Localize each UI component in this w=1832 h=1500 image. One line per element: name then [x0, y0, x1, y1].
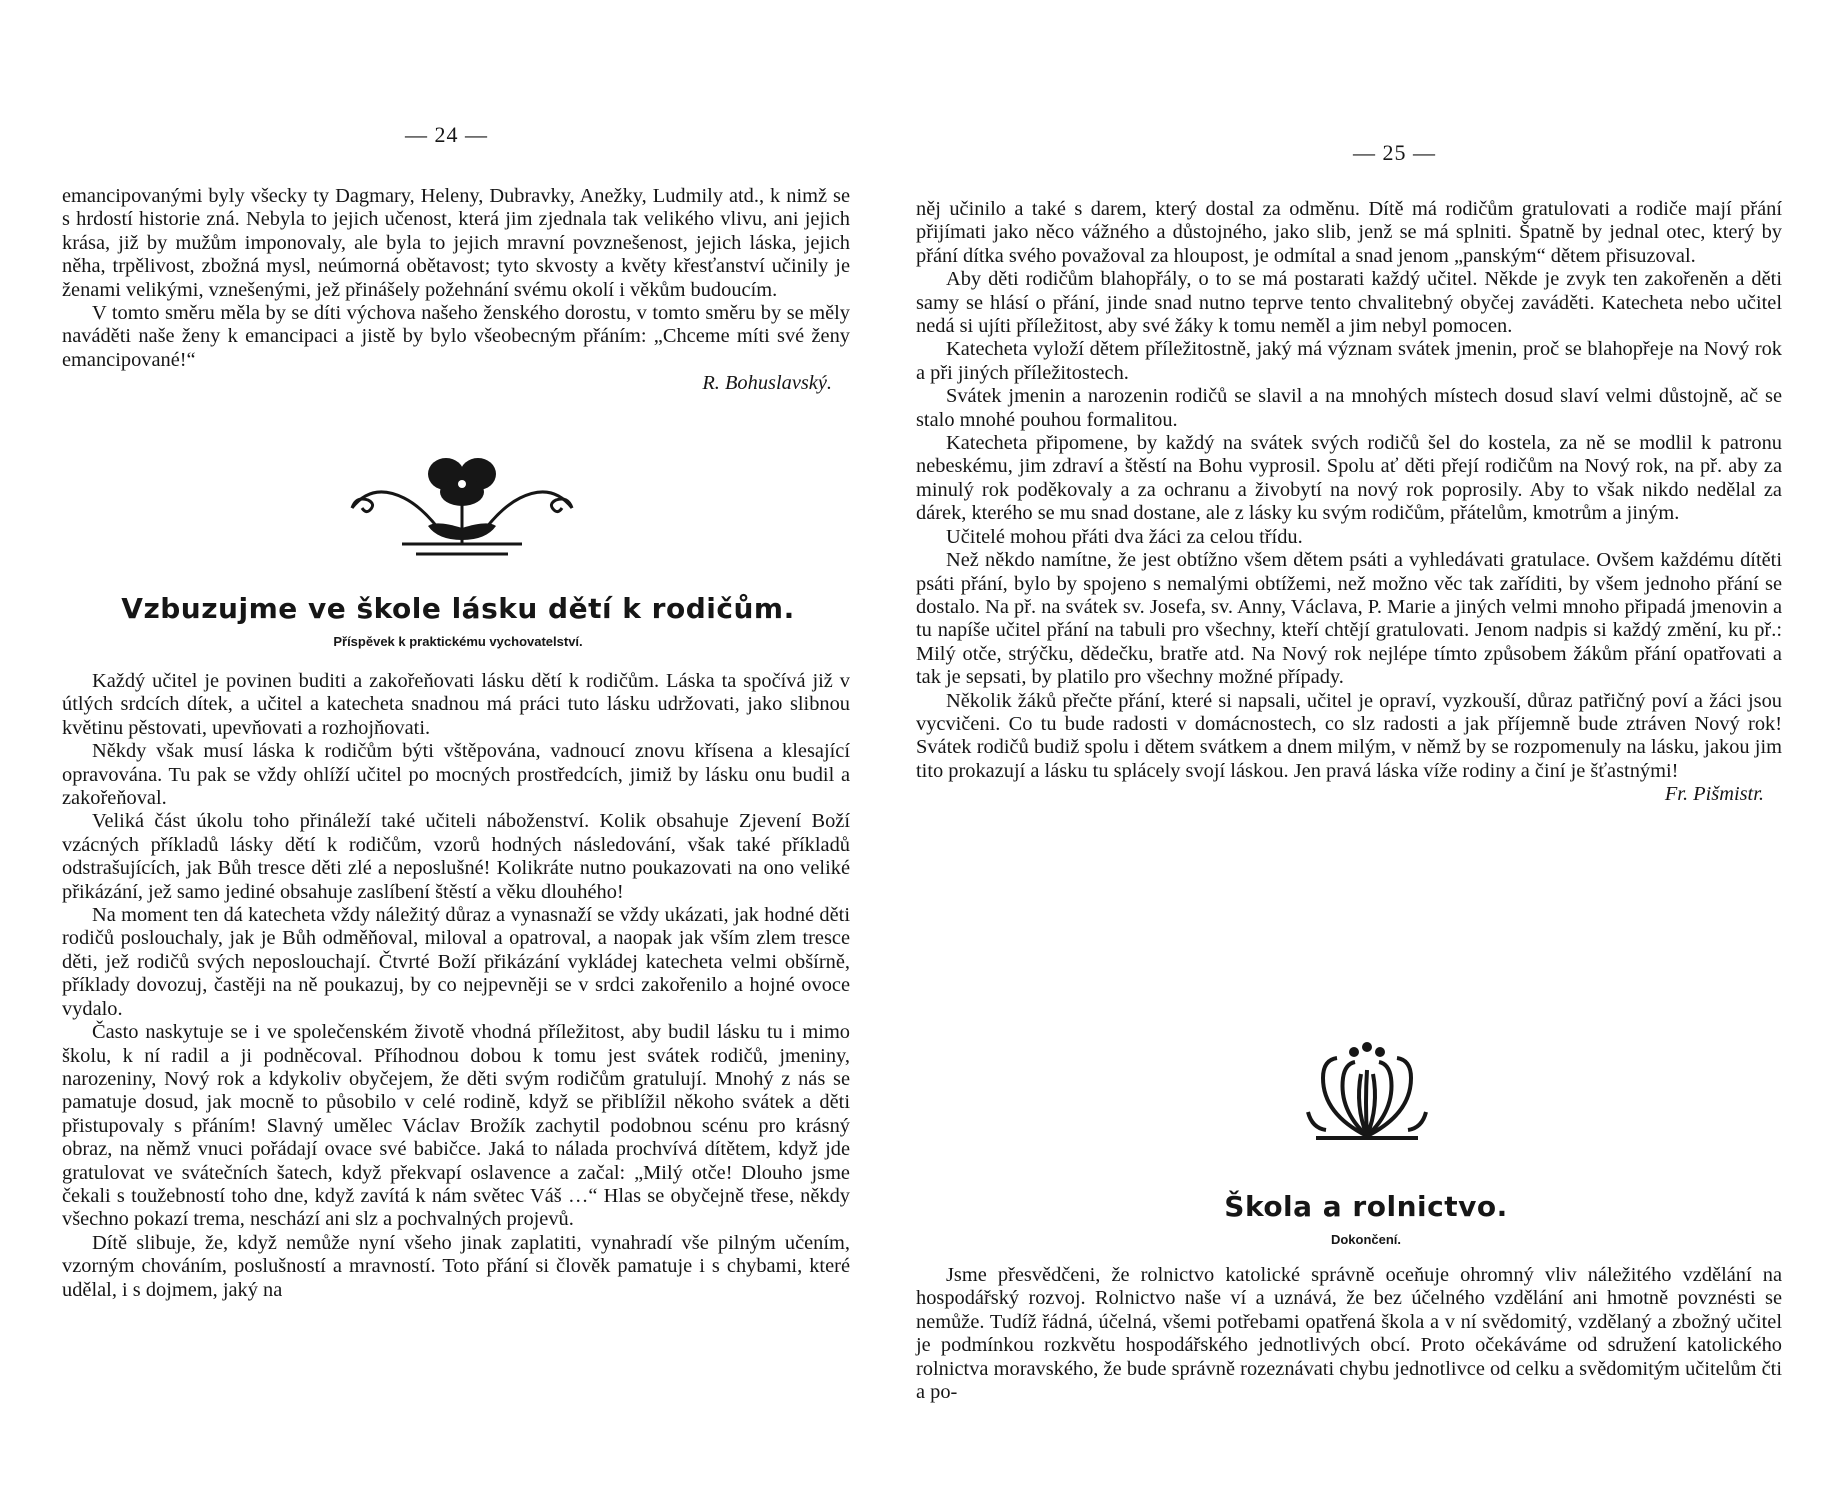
pansy-flower-ornament [342, 448, 582, 560]
article-paragraph: Veliká část úkolu toho přináleží také učiteli náboženství. Kolik obsahuje Zjevení Boží vzácných příkladů lásky dětí k rodičům, vzorů hodných následování, však také příkladů odstrašujících, jak Bůh tresce děti zlé a neposlušné! Kolikráte nutno poukazovati na ono veliké přikázání, jež samo jediné obsahuje zaslíbení štěstí a věku dlouhého! [62, 810, 850, 903]
article-paragraph: Jsme přesvědčeni, že rolnictvo katolické správně oceňuje ohromný vliv náležitého vzdělání na hospodářský rozvoj. Rolnictvo naše ví a uznává, že bez účelného vzdělání ani hmotně povznésti se nemůže. Tudíž řádná, účelná, všemi potřebami opatřená škola a v ní svědomitý, vzdělaný a zbožný učitel je podmínkou rozkvětu hospodářského jednotlivých obcí. Proto očekáváme od sdružení katolického rolnictva moravského, že bude správně rozeznávati chybu jednotlivce od celku a svědomitým učitelům čti a po- [916, 1264, 1782, 1404]
intro-text-block [62, 185, 850, 396]
intro-paragraph-1: emancipovanými byly všecky ty Dagmary, Heleny, Dubravky, Anežky, Ludmily atd., k nimž se s hrdostí historie zná. Nebyla to jejich učenost, která jim zjednala tak velikého vlivu, ani jejich krása, již by mužům imponovaly, ale byla to jejich mravní povznešenost, jejich láska, jejich něha, trpělivost, zbožná mysl, neúmorná obětavost; tyto skvosty a květy křesťanství učinily je ženami velikými, vznešenými, jež přinášely požehnání svému okolí i věkům budoucím. [62, 185, 850, 301]
article-title-right: Škola a rolnictvo. [1224, 1190, 1508, 1223]
continued-paragraph: něj učinilo a také s darem, který dostal za odměnu. Dítě má rodičům gratulovati a rodiče mají přání přijímati jako něco vážného a důstojného, jako slib, jenž se má splniti. Špatně by jednal otec, který by přání dítka svého považoval za hloupost, je odmítal a snad jenom „panským“ dětem přisuzoval. [916, 198, 1782, 267]
article-paragraph: Každý učitel je povinen buditi a zakořeňovati lásku dětí k rodičům. Láska ta spočívá již v útlých srdcích dítek, a učitel a katecheta snadnou má práci tuto lásku udržovati, jako slibnou květinu pěstovati, upevňovati a rozhojňovati. [62, 670, 850, 739]
palmette-fan-ornament [1302, 1040, 1432, 1144]
continued-paragraph: Svátek jmenin a narozenin rodičů se slavil a na mnohých místech dosud slaví velmi důstojně, ač se stalo mnohé pouhou formalitou. [916, 385, 1782, 431]
article-signature-right: Fr. Pišmistr. [1664, 783, 1764, 806]
article-subtitle-right: Dokončení. [1330, 1232, 1402, 1247]
article-paragraph: Na moment ten dá katecheta vždy náležitý důraz a vynasnaží se vždy ukázati, jak hodné děti rodičů poslouchaly, jak je Bůh odměňoval, miloval a opatroval, a naopak jak vším zlem tresce děti, jež rodičů svých neposlouchají. Čtvrté Boží přikázání vykládej katecheta velmi obšírně, příklady dovozuj, častěji na ně poukazuj, by co nejpevněji se v srdci zakořenilo a hojné ovoce vydalo. [62, 904, 850, 1020]
article-text-left [62, 670, 850, 1302]
intro-paragraph-2: V tomto směru měla by se díti výchova našeho ženského dorostu, v tomto směru by se měly naváděti naše ženy k emancipaci a jistě by bylo všeobecným přáním: „Chceme míti své ženy emancipované!“ [62, 302, 850, 371]
continued-text-block [916, 198, 1782, 807]
page-number-right: — 25 — [1353, 140, 1436, 165]
article-paragraph: Dítě slibuje, že, když nemůže nyní všeho jinak zaplatiti, vynahradí vše pilným učením, vzorným chováním, poslušností a mravností. Toto přání si člověk pamatuje i s chybami, které udělal, i s dojmem, jaký na [62, 1231, 850, 1301]
article-paragraph: Někdy však musí láska k rodičům býti vštěpována, vadnoucí znovu křísena a klesající opravována. Tu pak se vždy ohlíží učitel po mocných prostředcích, jimiž by lásku onu budil a zakořeňoval. [62, 740, 850, 810]
page-number-left: — 24 — [405, 122, 488, 147]
continued-paragraph: Katecheta připomene, by každý na svátek svých rodičů šel do kostela, za ně se modlil k patronu nebeskému, jim zdraví a štěstí na Bohu vyprosil. Spolu ať děti přejí rodičům na Nový rok, na př. aby za minulý rok poděkovaly a za ochranu a živobytí na nový rok poprosily. Aby to však nikdo nedělal za dárek, kterého se mu snad dostane, ale z lásky ku svým rodičům, přátelům, kmotrům a jiným. [916, 432, 1782, 525]
intro-signature: R. Bohuslavský. [702, 372, 832, 395]
article-subtitle-left: Příspěvek k praktickému vychovatelství. [333, 634, 583, 649]
continued-paragraph: Aby děti rodičům blahopřály, o to se má postarati každý učitel. Někde je zvyk ten zakořeněn a děti samy se hlásí o přání, jinde snad nutno teprve tento chvalitebný obyčej zaváděti. Katecheta nebo učitel nedá si ujíti příležitost, aby své žáky k tomu neměl a jim nebyl pomocen. [916, 268, 1782, 338]
continued-paragraph: Než někdo namítne, že jest obtížno všem dětem psáti a vyhledávati gratulace. Ovšem každému dítěti psáti přání, bylo by spojeno s nemalými obtížemi, než možno věc tak zaříditi, by všem jednoho přání se dostalo. Na př. na svátek sv. Josefa, sv. Anny, Václava, P. Marie a jiných velmi mnoho připadá jmenovin a tu napíše učitel přání na tabuli pro všechny, kteří chtějí gratulovati. Jenom nadpis si každý změní, ku př.: Milý otče, strýčku, dědečku, bratře atd. Na Nový rok nejlépe tímto způsobem žákům přání opatřovati a tak je sepsati, by platilo pro všechny možné případy. [916, 549, 1782, 689]
right-page [916, 0, 1832, 1500]
continued-paragraph: Učitelé mohou přáti dva žáci za celou třídu. [946, 525, 1303, 548]
article-paragraph: Často naskytuje se i ve společenském životě vhodná příležitost, aby budil lásku tu i mimo školu, k ní radil a ji podněcoval. Příhodnou dobou k tomu jest svátek rodičů, jmeniny, narozeniny, Nový rok a kdykoliv obyčejem, že děti svým rodičům gratulují. Mnohý z nás se pamatuje dosud, jak mocně to působilo v celé rodině, když se přiblížil někoho svátek a děti přistupovaly s přáním! Slavný umělec Václav Brožík zachytil podobnou scénu pro krásný obraz, na němž vnuci pořádají ovace své babičce. Jaká to nálada prochvívá dítětem, když jde gratulovat ve svátečních šatech, když překvapí oslavence a začal: „Milý otče! Dlouho jsme čekali s toužebností toho dne, když zavítá k nám světec Váš …“ Hlas se obyčejně třese, někdy všechno pokazí trema, neschází ani slz a pochvalných projevů. [62, 1021, 850, 1231]
continued-paragraph: Katecheta vyloží dětem příležitostně, jaký má význam svátek jmenin, proč se blahopřeje na Nový rok a při jiných příležitostech. [916, 338, 1782, 384]
continued-paragraph: Několik žáků přečte přání, které si napsali, učitel je opraví, vyzkouší, důraz patřičný poví a žáci jsou vycvičeni. Co tu bude radosti v domácnostech, co slz radosti a jak příjemně bude ztráven Nový rok! Svátek rodičů budiž spolu i dětem svátkem a dnem milým, v němž by se rozpomenuly na lásku, jakou jim tito prokazují a lásku tu splácely svojí láskou. Jen pravá láska víže rodiny a činí je šťastnými! [916, 689, 1782, 782]
article-title-left: Vzbuzujme ve škole lásku dětí k rodičům. [121, 592, 795, 625]
article-text-right [916, 1264, 1782, 1404]
